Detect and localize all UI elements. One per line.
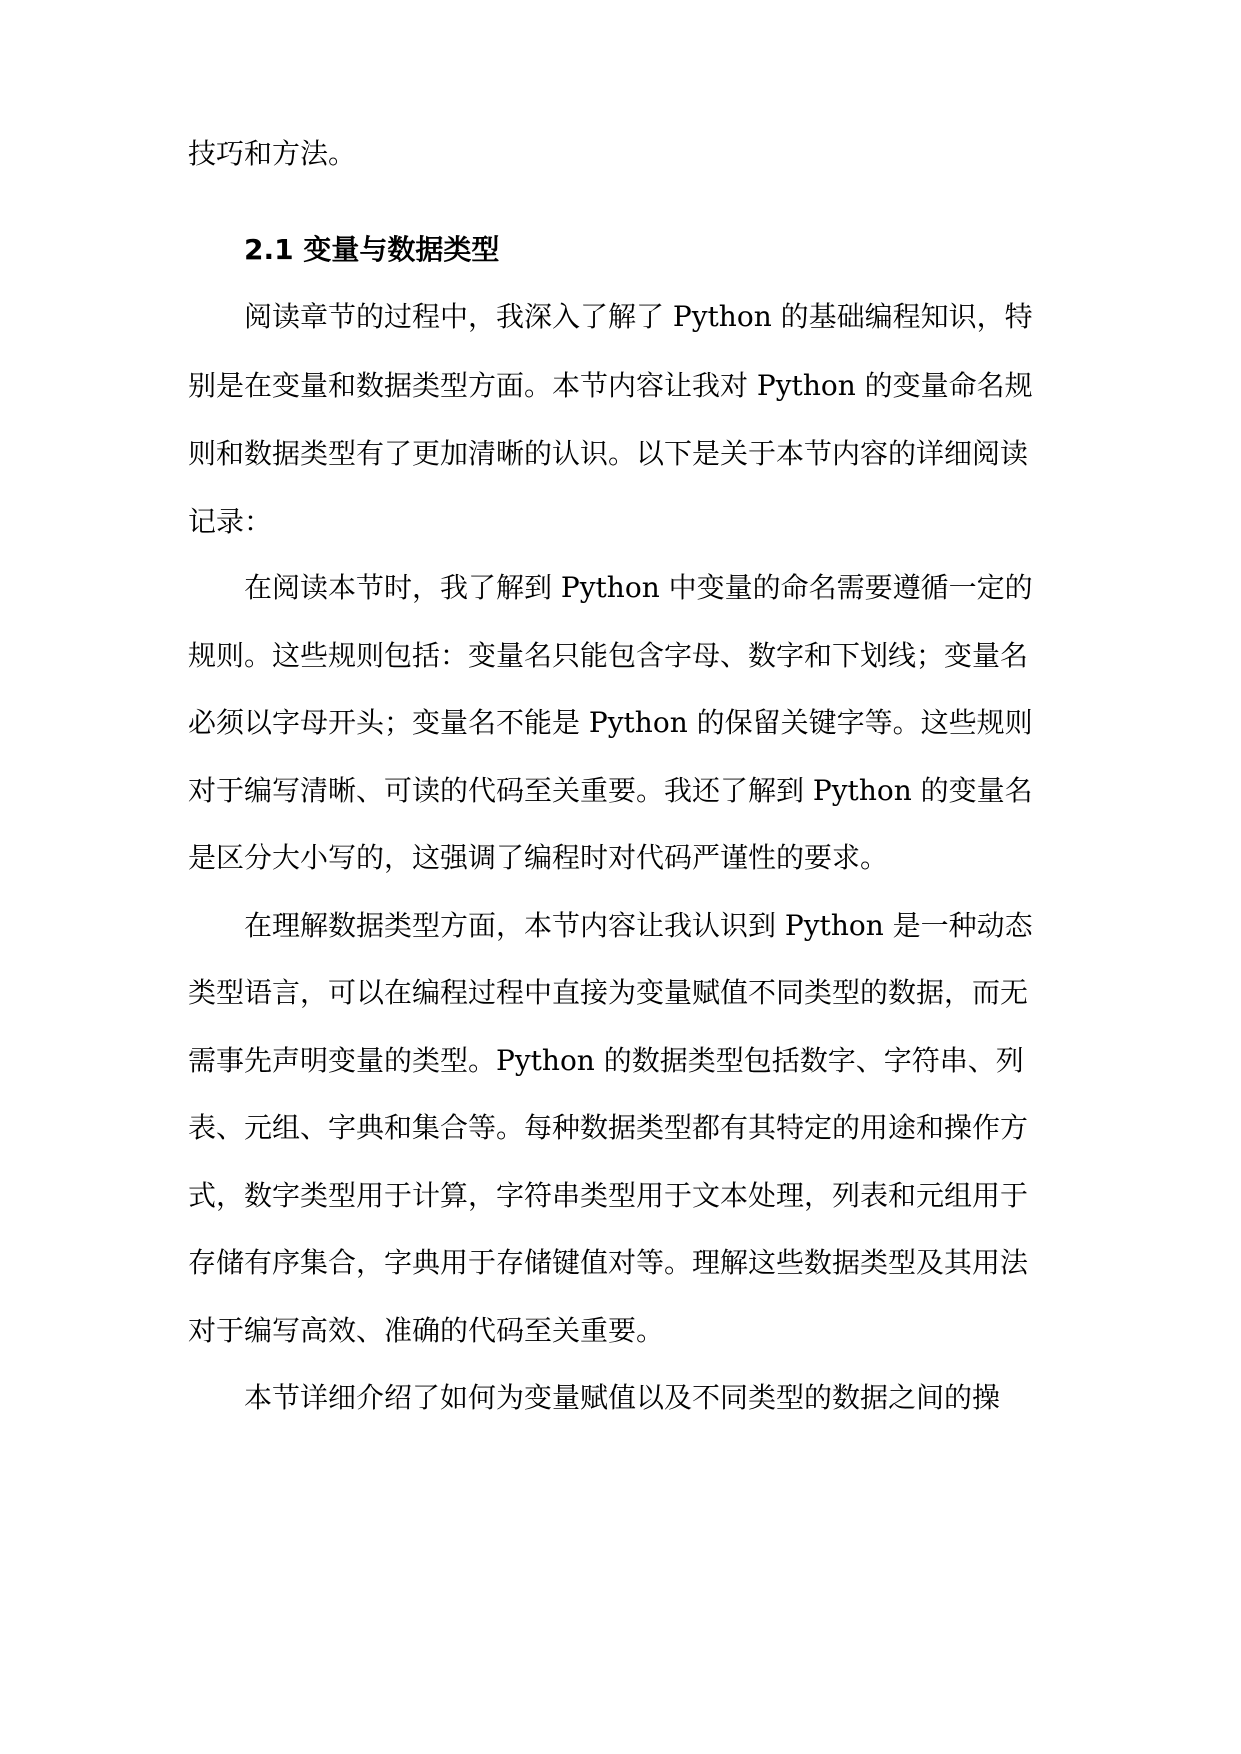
text-line: 对于编写高效、准确的代码至关重要。 (188, 1314, 665, 1347)
text-line: 阅读章节的过程中，我深入了解了 Python 的基础编程知识，特 (244, 300, 1033, 333)
text-line: 需事先声明变量的类型。Python 的数据类型包括数字、字符串、列 (188, 1044, 1024, 1077)
text-line: 在理解数据类型方面，本节内容让我认识到 Python 是一种动态 (244, 909, 1033, 942)
text-line: 本节详细介绍了如何为变量赋值以及不同类型的数据之间的操 (244, 1381, 1001, 1414)
text-line: 表、元组、字典和集合等。每种数据类型都有其特定的用途和操作方 (188, 1111, 1029, 1144)
section-heading: 2.1 变量与数据类型 (244, 233, 500, 266)
text-line: 规则。这些规则包括：变量名只能包含字母、数字和下划线；变量名 (188, 639, 1029, 672)
text-line: 则和数据类型有了更加清晰的认识。以下是关于本节内容的详细阅读 (188, 437, 1029, 470)
text-line: 类型语言，可以在编程过程中直接为变量赋值不同类型的数据，而无 (188, 976, 1029, 1009)
text-line: 别是在变量和数据类型方面。本节内容让我对 Python 的变量命名规 (188, 369, 1033, 402)
text-line: 必须以字母开头；变量名不能是 Python 的保留关键字等。这些规则 (188, 706, 1033, 739)
text-line: 存储有序集合，字典用于存储键值对等。理解这些数据类型及其用法 (188, 1246, 1029, 1279)
text-line: 式，数字类型用于计算，字符串类型用于文本处理，列表和元组用于 (188, 1179, 1029, 1212)
text-line: 记录： (188, 505, 273, 538)
text-line: 是区分大小写的，这强调了编程时对代码严谨性的要求。 (188, 841, 889, 874)
text-line: 在阅读本节时，我了解到 Python 中变量的命名需要遵循一定的 (244, 571, 1033, 604)
text-line: 对于编写清晰、可读的代码至关重要。我还了解到 Python 的变量名 (188, 774, 1033, 807)
text-line: 技巧和方法。 (188, 137, 357, 170)
